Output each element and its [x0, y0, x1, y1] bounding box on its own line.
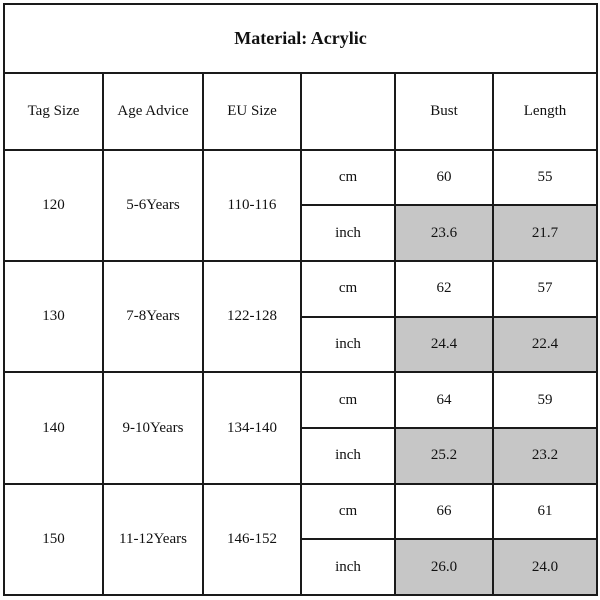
tag-size-cell: 140 — [4, 372, 103, 483]
age-advice-cell: 9-10Years — [103, 372, 203, 483]
eu-size-cell: 146-152 — [203, 484, 301, 595]
header-unit — [301, 73, 395, 150]
header-tag-size: Tag Size — [4, 73, 103, 150]
unit-inch-cell: inch — [301, 317, 395, 373]
bust-inch-cell: 23.6 — [395, 205, 493, 261]
table-row — [4, 150, 597, 206]
bust-cm-cell: 64 — [395, 372, 493, 428]
length-inch-cell: 22.4 — [493, 317, 597, 373]
table-row — [4, 261, 597, 317]
length-cm-cell: 57 — [493, 261, 597, 317]
bust-cm-cell: 62 — [395, 261, 493, 317]
eu-size-cell: 134-140 — [203, 372, 301, 483]
header-length: Length — [493, 73, 597, 150]
length-cm-cell: 61 — [493, 484, 597, 540]
unit-cm-cell: cm — [301, 261, 395, 317]
age-advice-cell: 7-8Years — [103, 261, 203, 372]
length-cm-cell: 59 — [493, 372, 597, 428]
title-row — [4, 4, 597, 73]
table-row — [4, 484, 597, 540]
unit-inch-cell: inch — [301, 539, 395, 595]
unit-inch-cell: inch — [301, 428, 395, 484]
bust-inch-cell: 26.0 — [395, 539, 493, 595]
length-cm-cell: 55 — [493, 150, 597, 206]
bust-cm-cell: 66 — [395, 484, 493, 540]
size-chart-table — [3, 3, 598, 596]
bust-inch-cell: 24.4 — [395, 317, 493, 373]
tag-size-cell: 150 — [4, 484, 103, 595]
unit-cm-cell: cm — [301, 372, 395, 428]
age-advice-cell: 5-6Years — [103, 150, 203, 261]
header-eu-size: EU Size — [203, 73, 301, 150]
unit-cm-cell: cm — [301, 484, 395, 540]
length-inch-cell: 24.0 — [493, 539, 597, 595]
age-advice-cell: 11-12Years — [103, 484, 203, 595]
header-row — [4, 73, 597, 150]
tag-size-cell: 130 — [4, 261, 103, 372]
unit-inch-cell: inch — [301, 205, 395, 261]
material-title: Material: Acrylic — [4, 4, 597, 73]
tag-size-cell: 120 — [4, 150, 103, 261]
eu-size-cell: 110-116 — [203, 150, 301, 261]
header-age-advice: Age Advice — [103, 73, 203, 150]
unit-cm-cell: cm — [301, 150, 395, 206]
length-inch-cell: 21.7 — [493, 205, 597, 261]
length-inch-cell: 23.2 — [493, 428, 597, 484]
eu-size-cell: 122-128 — [203, 261, 301, 372]
header-bust: Bust — [395, 73, 493, 150]
bust-cm-cell: 60 — [395, 150, 493, 206]
bust-inch-cell: 25.2 — [395, 428, 493, 484]
table-row — [4, 372, 597, 428]
